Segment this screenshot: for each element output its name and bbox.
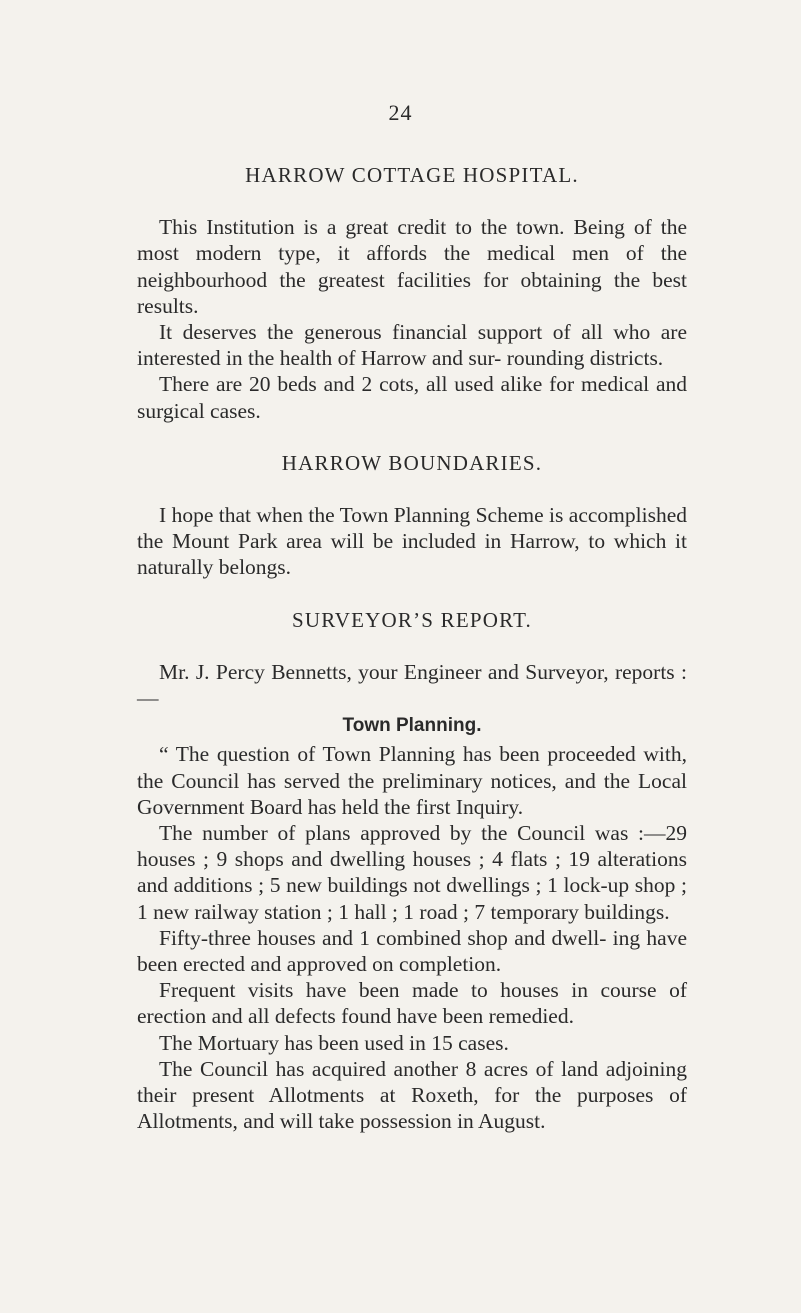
surveyor-paragraph-2: The number of plans approved by the Council was :—29 houses ; 9 shops and dwelling houses ; 4 flats ; 19 alterations and additions ; 5 new buildings not dwellings ; 1 lock-up shop ; 1 new railway station ; 1 hall ; 1 road ; 7 temporary buildings.: [137, 821, 687, 924]
surveyor-paragraph-5: The Mortuary has been used in 15 cases.: [159, 1030, 509, 1055]
surveyor-paragraph-3: Fifty-three houses and 1 combined shop and dwell- ing have been erected and approved on completion.: [137, 925, 687, 977]
surveyor-paragraph-4: Frequent visits have been made to houses in course of erection and all defects found have been remedied.: [137, 978, 687, 1029]
surveyor-paragraph-1: “ The question of Town Planning has been proceeded with, the Council has served the preliminary notices, and the Local Government Board has held the first Inquiry.: [137, 742, 687, 819]
page-number: 24: [388, 100, 413, 125]
hospital-paragraph-1: This Institution is a great credit to the town. Being of the most modern type, it affords the medical men of the neighbourhood the greatest facilities for obtaining the best results.: [137, 215, 687, 318]
page-body: [137, 162, 687, 1135]
heading-harrow-boundaries: HARROW BOUNDARIES.: [281, 450, 543, 475]
subheading-town-planning: Town Planning.: [342, 715, 482, 737]
surveyor-paragraph-6: The Council has acquired another 8 acres of land adjoining their present Allotments at Roxeth, for the purposes of Allotments, and will take possession in August.: [137, 1056, 687, 1134]
heading-harrow-cottage-hospital: HARROW COTTAGE HOSPITAL.: [245, 163, 579, 187]
hospital-paragraph-2: It deserves the generous financial support of all who are interested in the health of Harrow and sur- rounding districts.: [137, 320, 687, 371]
boundaries-paragraph-1: I hope that when the Town Planning Scheme is accomplished the Mount Park area will be included in Harrow, to which it naturally belongs.: [137, 503, 687, 580]
heading-surveyors-report: SURVEYOR’S REPORT.: [292, 607, 532, 632]
hospital-paragraph-3: There are 20 beds and 2 cots, all used alike for medical and surgical cases.: [137, 372, 687, 423]
surveyor-intro: Mr. J. Percy Bennetts, your Engineer and Surveyor, reports :—: [137, 659, 687, 711]
